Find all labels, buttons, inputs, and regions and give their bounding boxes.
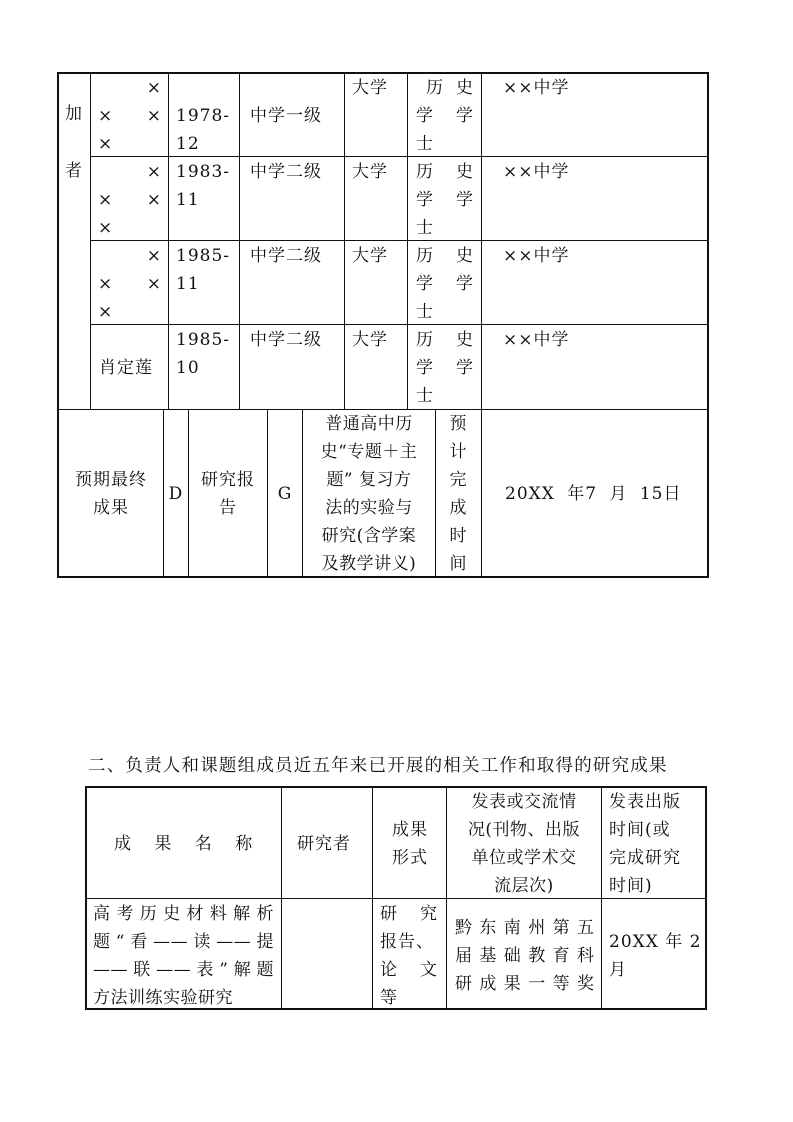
member-name: × × × × <box>98 78 162 154</box>
header-time: 发表出版 时间(或 完成研究 时间) <box>609 792 681 896</box>
outcome-code-g: G <box>277 484 292 504</box>
achievement-time: 20XX 年 2 月 <box>609 932 702 980</box>
side-label-top: 加 <box>65 104 83 124</box>
member-school: ××中学 <box>503 330 570 350</box>
member-degree: 历 史 学 学 士 <box>416 162 474 238</box>
member-education: 大学 <box>352 78 388 98</box>
achievement-publication: 黔东南州第五 届基础教育科 研成果一等奖 <box>455 918 595 994</box>
section-heading: 二、负责人和课题组成员近五年来已开展的相关工作和取得的研究成果 <box>88 756 668 776</box>
member-title: 中学二级 <box>250 330 322 350</box>
member-date: 1983- 11 <box>176 162 231 210</box>
member-education: 大学 <box>352 246 388 266</box>
header-form: 成果 形式 <box>392 820 428 868</box>
member-school: ××中学 <box>503 78 570 98</box>
member-education: 大学 <box>352 162 388 182</box>
member-name: × × × × <box>98 246 162 322</box>
achievement-name: 高考历史材料解析 题“看——读——提 ——联——表”解题 方法训练实验研究 <box>93 904 274 1008</box>
header-name: 成 果 名 称 <box>114 834 255 854</box>
header-researcher: 研究者 <box>297 834 351 854</box>
member-education: 大学 <box>352 330 388 350</box>
expected-time-label: 预 计 完 成 时 间 <box>449 414 468 574</box>
outcome-label: 预期最终 成果 <box>75 470 147 518</box>
member-name: 肖定莲 <box>99 358 153 378</box>
expected-date: 20XX 年7 月 15日 <box>505 484 682 504</box>
member-date: 1978- 12 <box>176 106 231 154</box>
member-date: 1985- 11 <box>176 246 231 294</box>
member-name: × × × × <box>98 162 162 238</box>
outcome-type: 研究报 告 <box>201 470 255 518</box>
member-degree: 历 史 学 学 士 <box>416 330 474 406</box>
member-degree: 历 史 学 学 士 <box>416 246 474 322</box>
side-label-bottom: 者 <box>65 161 83 181</box>
member-title: 中学二级 <box>250 246 322 266</box>
outcome-name: 普通高中历 史“专题＋主 题” 复习方 法的实验与 研究(含学案 及教学讲义) <box>320 414 418 574</box>
achievement-form: 研 究 报告、 论 文 等 <box>380 904 438 1008</box>
header-publication: 发表或交流情 况(刊物、出版 单位或学术交 流层次) <box>467 792 581 896</box>
member-school: ××中学 <box>503 246 570 266</box>
member-school: ××中学 <box>503 162 570 182</box>
member-degree: 历 史 学 学 士 <box>416 78 474 154</box>
member-date: 1985- 10 <box>176 330 231 378</box>
outcome-code-d: D <box>168 484 183 504</box>
member-title: 中学一级 <box>250 106 322 126</box>
member-title: 中学二级 <box>250 162 322 182</box>
